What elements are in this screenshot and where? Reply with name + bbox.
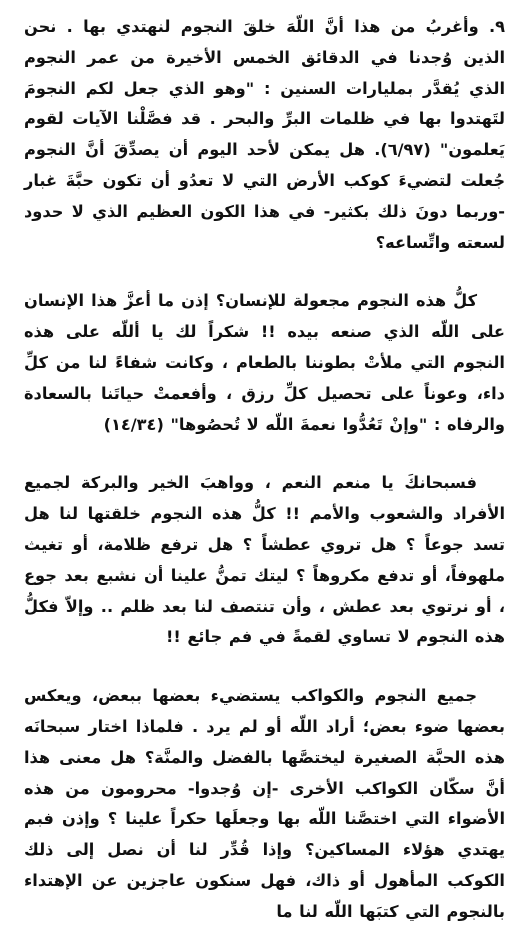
document-page: [24, 12, 506, 921]
paragraph-planets: جميع النجوم والكواكب يستضيء بعضها ببعض، ويعكس بعضها ضوء بعض؛ أراد اللّه أو لم يرد . فلماذا اختار سبحانَه هذه الحبَّة الصغيرة ليختصَّها بالفضل والمنَّة؟ هل معنى هذا أنَّ سكّان الكواكب الأخرى -إن وُجدوا- محرومون من هذه الأضواء التي اختصَّنا اللّه بها وجعلَها حكراً علينا ؟ وإذن فبم يهتدي هؤلاء المساكين؟ وإذا قُدِّر لنا أن نصل إلى ذلك الكوكب المأهول أو ذاك، فهل سنكون عاجزين عن الإهتداء بالنجوم التي كتبَها اللّه لنا ما: [24, 686, 505, 921]
paragraph-glory: فسبحانكَ يا منعم النعم ، وواهبَ الخير والبركة لجميع الأفراد والشعوب والأمم !! كلُّ هذه النجوم خلقتها لنا هل تسد جوعاً ؟ هل تروي عطشاً ؟ هل ترفع ظلامة، أو تغيث ملهوفاً، أو تدفع مكروهاً ؟ ليتك تمنُّ علينا أن نشبع بعد جوع ، أو نرتوي بعد عطش ، وأن تنتصف لنا بعد ظلم .. وإلاّ فكلُّ هذه النجوم لا تساوي لقمةً في فم جائع !!: [24, 473, 505, 647]
paragraph-9: ٩. وأغربُ من هذا أنَّ اللّهَ خلقَ النجوم لنهتدي بها . نحن الذين وُجدنا في الدقائق الخمس الأخيرة من عمر النجوم الذي يُقدَّر بمليارات السنين : "وهو الذي جعل لكم النجومَ لتَهتدوا بها في ظلمات البرِّ والبحر . قد فصَّلْنا الآيات لقوم يَعلمون" (٦/٩٧). هل يمكن لأحد اليوم أن يصدِّقَ أنَّ النجوم جُعلت لتضيءَ كوكب الأرض التي لا تعدُو أن تكون حبَّةَ غبار -وربما دونَ ذلك بكثير- في هذا الكون العظيم الذي لا حدود لسعته واتِّساعه؟: [24, 17, 506, 252]
paragraph-stars-for-man: كلُّ هذه النجوم مجعولة للإنسان؟ إذن ما أعزَّ هذا الإنسان على اللّه الذي صنعه بيده !! شكراً لك يا أللّه على هذه النجوم التي ملأتْ بطوننا بالطعام ، وكانت شفاءً لنا من كلِّ داء، وعوناً على تحصيل كلِّ رزق ، وأفعمتْ حياتَنا بالسعادة والرفاه : "وإنْ تَعُدُّوا نعمةَ اللّه لا تُحصُوها" (١٤/٣٤): [24, 291, 505, 434]
